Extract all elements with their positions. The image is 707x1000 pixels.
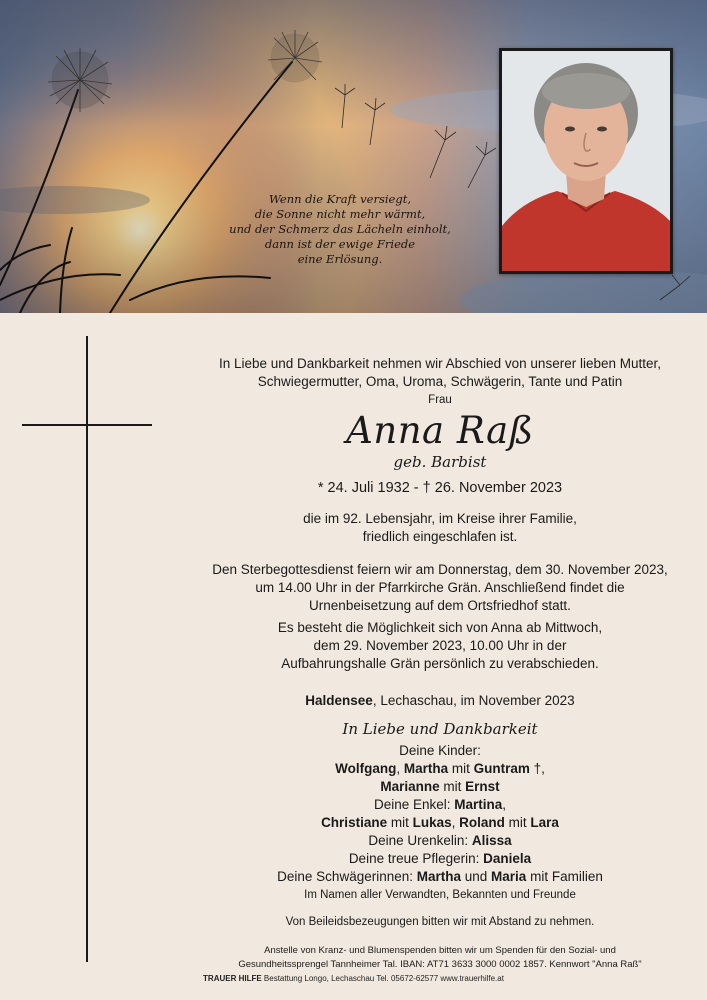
deceased-name: Anna Raß bbox=[346, 409, 534, 452]
grandchildren-line-2 bbox=[170, 814, 707, 832]
intro-line: Schwiegermutter, Oma, Uroma, Schwägerin, Tante und Patin bbox=[257, 374, 623, 389]
viewing-line: Es besteht die Möglichkeit sich von Anna ab Mittwoch, bbox=[277, 620, 603, 635]
poem bbox=[220, 192, 460, 267]
poem-line: dann ist der ewige Friede bbox=[264, 237, 416, 251]
caregiver-name: Daniela bbox=[483, 851, 532, 866]
separator: , bbox=[502, 797, 507, 812]
place-date bbox=[170, 692, 707, 710]
place-town: Haldensee bbox=[305, 693, 373, 708]
portrait-image bbox=[502, 51, 670, 271]
child-name: Guntram bbox=[473, 761, 530, 776]
child-name: Martha bbox=[403, 761, 449, 776]
poem-line: eine Erlösung. bbox=[297, 252, 383, 266]
service-line: Urnenbeisetzung auf dem Ortsfriedhof statt. bbox=[309, 598, 571, 613]
love-heading: In Liebe und Dankbarkeit bbox=[342, 720, 538, 738]
born-name: geb. Barbist bbox=[393, 453, 487, 471]
children-label: Deine Kinder: bbox=[399, 743, 481, 758]
great-grandchild-name: Alissa bbox=[471, 833, 512, 848]
poem-line: und der Schmerz das Lächeln einholt, bbox=[229, 222, 451, 236]
grandchild-name: Roland bbox=[459, 815, 505, 830]
poem-line: Wenn die Kraft versiegt, bbox=[269, 192, 411, 206]
title-frau: Frau bbox=[428, 394, 452, 406]
footer-contact: Bestattung Longo, Lechaschau Tel. 05672-62577 www.trauerhilfe.at bbox=[261, 974, 504, 983]
connector: †, bbox=[529, 761, 545, 776]
sister-in-law-name: Martha bbox=[416, 869, 462, 884]
grandchild-name: Martina bbox=[454, 797, 503, 812]
grandchild-name: Lukas bbox=[412, 815, 452, 830]
life-dates: * 24. Juli 1932 - † 26. November 2023 bbox=[317, 480, 563, 496]
passing-line: die im 92. Lebensjahr, im Kreise ihrer Familie, bbox=[303, 511, 577, 526]
passing-line: friedlich eingeschlafen ist. bbox=[362, 529, 518, 544]
separator: , bbox=[451, 815, 460, 830]
child-name: Marianne bbox=[380, 779, 440, 794]
intro-line: In Liebe und Dankbarkeit nehmen wir Abschied von unserer lieben Mutter, bbox=[218, 356, 661, 371]
poem-line: die Sonne nicht mehr wärmt, bbox=[254, 207, 426, 221]
great-grandchild-label: Deine Urenkelin: bbox=[368, 833, 472, 848]
grandchild-name: Christiane bbox=[321, 815, 388, 830]
cross-horizontal bbox=[22, 424, 152, 426]
service-line: Den Sterbegottesdienst feiern wir am Donnerstag, dem 30. November 2023, bbox=[212, 562, 668, 577]
great-grandchild-line bbox=[170, 832, 707, 850]
connector: und bbox=[461, 869, 492, 884]
cross-vertical bbox=[86, 336, 88, 962]
caregiver-label: Deine treue Pflegerin: bbox=[348, 851, 484, 866]
child-name: Ernst bbox=[465, 779, 500, 794]
children-line-2 bbox=[170, 778, 707, 796]
grandchild-name: Lara bbox=[530, 815, 559, 830]
sister-in-law-name: Maria bbox=[491, 869, 527, 884]
portrait-photo bbox=[499, 48, 673, 274]
all-relatives-line: Im Namen aller Verwandten, Bekannten und Freunde bbox=[304, 889, 576, 901]
child-name: Wolfgang bbox=[335, 761, 397, 776]
donation-line: Anstelle von Kranz- und Blumenspenden bitten wir um Spenden für den Sozial- und bbox=[264, 945, 616, 956]
footer-brand: TRAUER HILFE bbox=[203, 974, 262, 983]
service-line: um 14.00 Uhr in der Pfarrkirche Grän. Anschließend findet die bbox=[255, 580, 625, 595]
connector: mit bbox=[504, 815, 531, 830]
viewing-line: dem 29. November 2023, 10.00 Uhr in der bbox=[313, 638, 567, 653]
connector: mit bbox=[387, 815, 413, 830]
caregiver-line bbox=[170, 850, 707, 868]
separator: , bbox=[396, 761, 404, 776]
connector: mit Familien bbox=[526, 869, 603, 884]
header-image bbox=[0, 0, 707, 313]
viewing-line: Aufbahrungshalle Grän persönlich zu verabschieden. bbox=[281, 656, 599, 671]
sisters-in-law-line bbox=[170, 868, 707, 886]
condolence-note: Von Beileidsbezeugungen bitten wir mit Abstand zu nehmen. bbox=[285, 916, 595, 928]
connector: mit bbox=[439, 779, 466, 794]
sisters-in-law-label: Deine Schwägerinnen: bbox=[277, 869, 417, 884]
place-rest: , Lechaschau, im November 2023 bbox=[372, 693, 575, 708]
footer bbox=[0, 974, 707, 984]
obituary-text bbox=[170, 355, 707, 972]
donation-line: Gesundheitssprengel Tannheimer Tal. IBAN: AT71 3633 3000 0002 1857. Kennwort "Anna Raß" bbox=[238, 959, 642, 970]
children-line-1 bbox=[170, 760, 707, 778]
grandchildren-line-1 bbox=[170, 796, 707, 814]
grandchildren-label: Deine Enkel: bbox=[373, 797, 455, 812]
connector: mit bbox=[448, 761, 474, 776]
